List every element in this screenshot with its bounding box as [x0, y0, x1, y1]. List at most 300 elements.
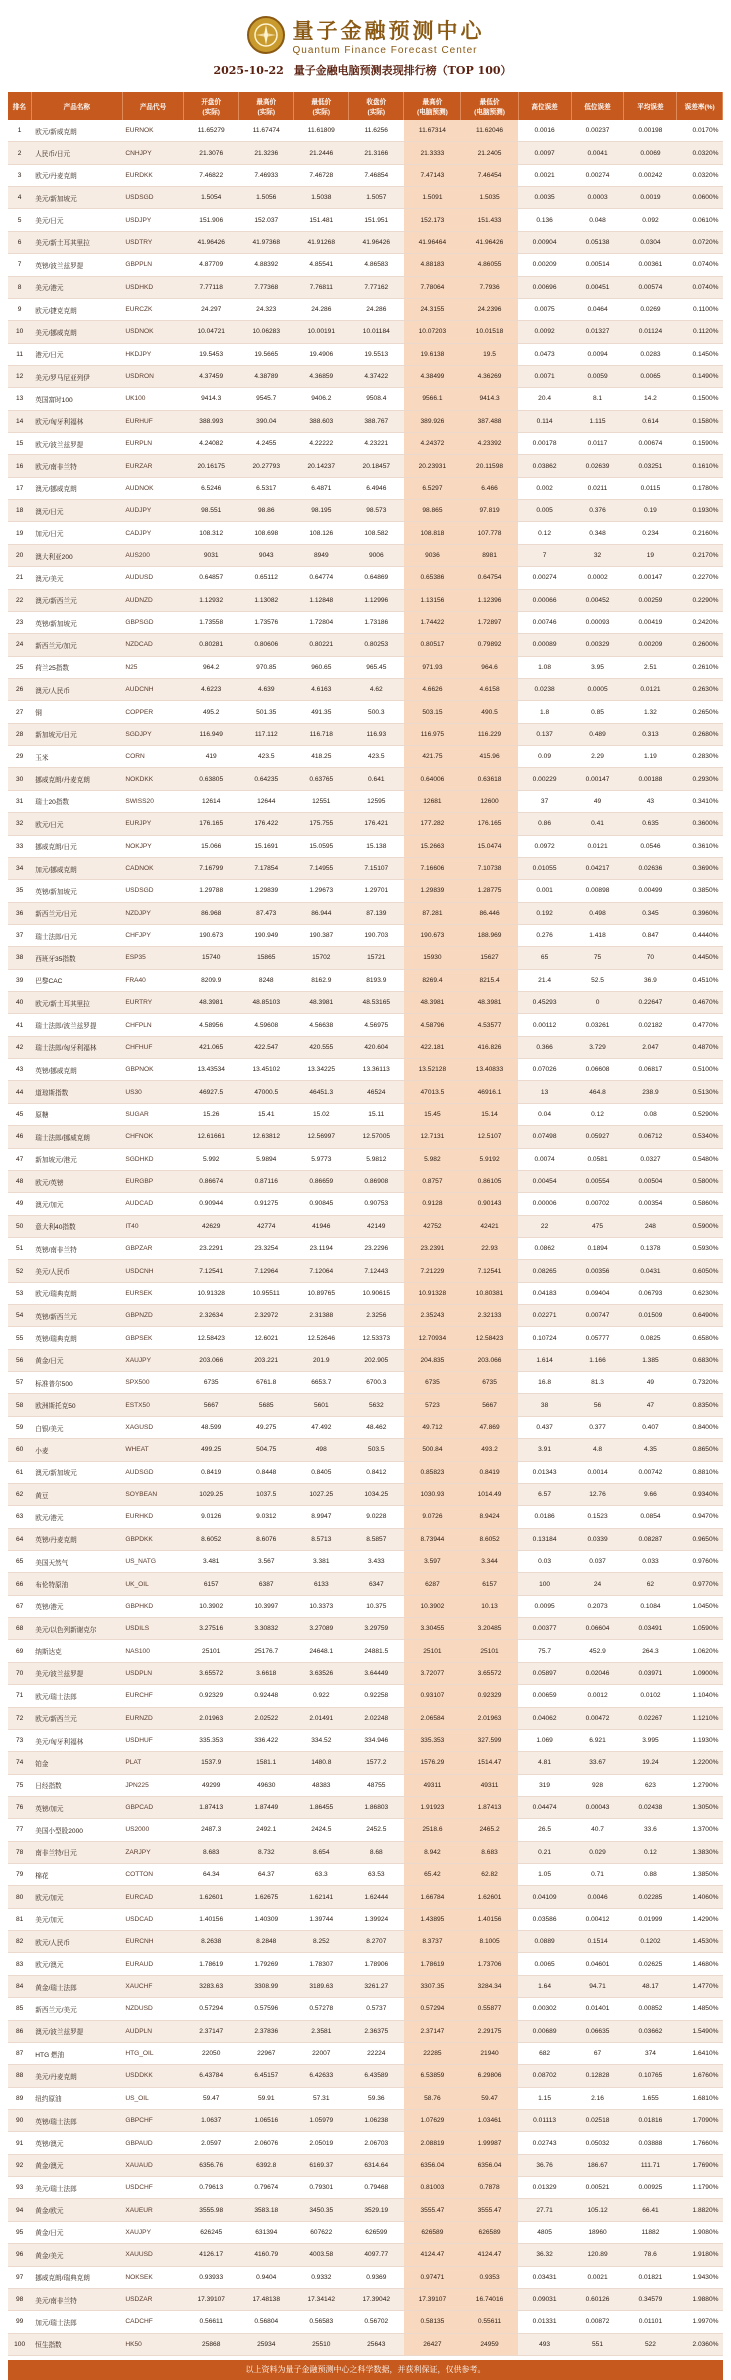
- cell-low-error: 0.0046: [571, 1886, 624, 1908]
- cell-open-actual: 15.26: [184, 1103, 239, 1125]
- cell-rank: 59: [8, 1416, 31, 1438]
- cell-product-code: US2000: [122, 1819, 183, 1841]
- cell-low-predicted: 6.29806: [461, 2065, 518, 2087]
- cell-low-error: 0.048: [571, 209, 624, 231]
- cell-rank: 16: [8, 455, 31, 477]
- cell-open-actual: 964.2: [184, 656, 239, 678]
- cell-high-predicted: 4.58796: [404, 1014, 461, 1036]
- cell-rank: 12: [8, 365, 31, 387]
- cell-product-name: 欧洲斯托克50: [31, 1394, 122, 1416]
- cell-rank: 25: [8, 656, 31, 678]
- cell-error-rate: 0.8810%: [677, 1461, 723, 1483]
- cell-avg-error: 19: [624, 544, 677, 566]
- cell-product-name: 美元/人民币: [31, 1260, 122, 1282]
- cell-close-actual: 5.9812: [349, 1148, 404, 1170]
- cell-high-actual: 6387: [239, 1573, 294, 1595]
- cell-error-rate: 0.3610%: [677, 835, 723, 857]
- cell-product-code: GBPSGD: [122, 611, 183, 633]
- cell-high-predicted: 1.74422: [404, 611, 461, 633]
- cell-high-actual: 22967: [239, 2042, 294, 2064]
- cell-avg-error: 0.0854: [624, 1506, 677, 1528]
- cell-high-actual: 2.06076: [239, 2132, 294, 2154]
- cell-error-rate: 1.1210%: [677, 1707, 723, 1729]
- cell-avg-error: 0.0283: [624, 343, 677, 365]
- cell-avg-error: 0.06712: [624, 1126, 677, 1148]
- cell-close-actual: 22224: [349, 2042, 404, 2064]
- cell-product-code: GBPHKD: [122, 1595, 183, 1617]
- cell-low-predicted: 15.14: [461, 1103, 518, 1125]
- cell-low-error: 0.029: [571, 1841, 624, 1863]
- cell-high-predicted: 7.47143: [404, 164, 461, 186]
- cell-rank: 39: [8, 969, 31, 991]
- cell-high-actual: 1.73576: [239, 611, 294, 633]
- cell-product-code: EURCHF: [122, 1685, 183, 1707]
- table-row: [8, 544, 723, 566]
- cell-low-error: 0.06604: [571, 1618, 624, 1640]
- cell-error-rate: 0.4510%: [677, 969, 723, 991]
- cell-low-actual: 5601: [294, 1394, 349, 1416]
- cell-low-predicted: 1.62601: [461, 1886, 518, 1908]
- cell-avg-error: 0.345: [624, 902, 677, 924]
- cell-low-predicted: 15627: [461, 947, 518, 969]
- cell-product-name: 玉米: [31, 746, 122, 768]
- cell-error-rate: 0.3410%: [677, 790, 723, 812]
- cell-close-actual: 8.68: [349, 1841, 404, 1863]
- cell-low-predicted: 0.90143: [461, 1193, 518, 1215]
- cell-product-code: COPPER: [122, 701, 183, 723]
- cell-avg-error: 0.033: [624, 1551, 677, 1573]
- cell-low-predicted: 21.2405: [461, 142, 518, 164]
- cell-high-predicted: 971.93: [404, 656, 461, 678]
- cell-low-actual: 15.02: [294, 1103, 349, 1125]
- table-row: [8, 254, 723, 276]
- cell-high-actual: 7.17854: [239, 857, 294, 879]
- cell-close-actual: 503.5: [349, 1439, 404, 1461]
- cell-low-predicted: 7.10738: [461, 857, 518, 879]
- cell-low-error: 0.00472: [571, 1707, 624, 1729]
- cell-close-actual: 3.29759: [349, 1618, 404, 1640]
- cell-error-rate: 0.5100%: [677, 1059, 723, 1081]
- cell-high-predicted: 0.65386: [404, 567, 461, 589]
- cell-avg-error: 0.614: [624, 410, 677, 432]
- table-row: [8, 1707, 723, 1729]
- cell-product-name: 棉花: [31, 1864, 122, 1886]
- cell-error-rate: 0.3960%: [677, 902, 723, 924]
- cell-rank: 22: [8, 589, 31, 611]
- cell-high-predicted: 13.52128: [404, 1059, 461, 1081]
- cell-low-actual: 17.34142: [294, 2288, 349, 2310]
- cell-product-code: NOKJPY: [122, 835, 183, 857]
- cell-high-predicted: 4.6626: [404, 678, 461, 700]
- cell-low-error: 4.8: [571, 1439, 624, 1461]
- cell-high-predicted: 9566.1: [404, 388, 461, 410]
- cell-product-name: 欧元/人民币: [31, 1931, 122, 1953]
- table-row: [8, 969, 723, 991]
- cell-low-actual: 201.9: [294, 1349, 349, 1371]
- cell-high-predicted: 177.282: [404, 813, 461, 835]
- table-row: [8, 992, 723, 1014]
- cell-product-code: USDILS: [122, 1618, 183, 1640]
- cell-high-error: 16.8: [518, 1372, 571, 1394]
- cell-product-code: USDZAR: [122, 2288, 183, 2310]
- cell-low-predicted: 1.5035: [461, 187, 518, 209]
- cell-low-predicted: 47.869: [461, 1416, 518, 1438]
- cell-low-actual: 1.05979: [294, 2109, 349, 2131]
- cell-product-code: USDNOK: [122, 321, 183, 343]
- cell-product-code: SWISS20: [122, 790, 183, 812]
- cell-error-rate: 1.0620%: [677, 1640, 723, 1662]
- table-row: [8, 1126, 723, 1148]
- cell-low-error: 81.3: [571, 1372, 624, 1394]
- cell-avg-error: 0.03491: [624, 1618, 677, 1640]
- cell-low-predicted: 0.7878: [461, 2177, 518, 2199]
- table-row: [8, 1305, 723, 1327]
- cell-high-error: 0.05897: [518, 1662, 571, 1684]
- cell-high-predicted: 626589: [404, 2221, 461, 2243]
- cell-product-code: CADJPY: [122, 522, 183, 544]
- table-row: [8, 1662, 723, 1684]
- cell-avg-error: 0.407: [624, 1416, 677, 1438]
- cell-error-rate: 0.0320%: [677, 164, 723, 186]
- cell-product-code: GBPCAD: [122, 1796, 183, 1818]
- cell-rank: 76: [8, 1796, 31, 1818]
- cell-high-actual: 4.59608: [239, 1014, 294, 1036]
- cell-high-predicted: 19.6138: [404, 343, 461, 365]
- cell-high-actual: 336.422: [239, 1729, 294, 1751]
- cell-close-actual: 388.767: [349, 410, 404, 432]
- cell-high-actual: 15.1691: [239, 835, 294, 857]
- cell-product-name: 英镑/港元: [31, 1595, 122, 1617]
- cell-low-actual: 22007: [294, 2042, 349, 2064]
- cell-high-predicted: 8.942: [404, 1841, 461, 1863]
- cell-low-actual: 0.922: [294, 1685, 349, 1707]
- cell-product-code: SPX500: [122, 1372, 183, 1394]
- compass-logo-icon: [247, 16, 285, 54]
- cell-error-rate: 1.9880%: [677, 2288, 723, 2310]
- cell-high-predicted: 42752: [404, 1215, 461, 1237]
- cell-open-actual: 98.551: [184, 500, 239, 522]
- cell-low-predicted: 41.96426: [461, 231, 518, 253]
- cell-product-name: 欧元/日元: [31, 813, 122, 835]
- cell-product-name: 瑞士法郎/匈牙利福林: [31, 1036, 122, 1058]
- cell-close-actual: 4.37422: [349, 365, 404, 387]
- cell-product-name: 南非兰特/日元: [31, 1841, 122, 1863]
- cell-low-predicted: 0.55877: [461, 1998, 518, 2020]
- column-header: [8, 92, 31, 120]
- cell-low-error: 0.498: [571, 902, 624, 924]
- cell-low-predicted: 21940: [461, 2042, 518, 2064]
- cell-rank: 31: [8, 790, 31, 812]
- column-header: [571, 92, 624, 120]
- cell-avg-error: 0.00354: [624, 1193, 677, 1215]
- cell-product-name: 美元/丹麦克朗: [31, 2065, 122, 2087]
- cell-avg-error: 0.06793: [624, 1282, 677, 1304]
- cell-close-actual: 6.4946: [349, 477, 404, 499]
- cell-product-code: WHEAT: [122, 1439, 183, 1461]
- cell-avg-error: 0.0431: [624, 1260, 677, 1282]
- cell-open-actual: 22050: [184, 2042, 239, 2064]
- cell-open-actual: 6.43784: [184, 2065, 239, 2087]
- cell-close-actual: 6700.3: [349, 1372, 404, 1394]
- cell-high-actual: 10.3997: [239, 1595, 294, 1617]
- cell-close-actual: 21.3166: [349, 142, 404, 164]
- cell-low-actual: 3.381: [294, 1551, 349, 1573]
- table-row: [8, 813, 723, 835]
- cell-close-actual: 0.90753: [349, 1193, 404, 1215]
- cell-avg-error: 0.01816: [624, 2109, 677, 2131]
- cell-open-actual: 20.16175: [184, 455, 239, 477]
- cell-avg-error: 1.32: [624, 701, 677, 723]
- cell-high-actual: 20.27793: [239, 455, 294, 477]
- cell-close-actual: 17.39042: [349, 2288, 404, 2310]
- cell-high-error: 20.4: [518, 388, 571, 410]
- cell-low-error: 0.0005: [571, 678, 624, 700]
- table-row: [8, 1036, 723, 1058]
- cell-low-actual: 388.603: [294, 410, 349, 432]
- cell-product-name: 人民币/日元: [31, 142, 122, 164]
- cell-high-predicted: 58.76: [404, 2087, 461, 2109]
- cell-product-code: AUDNOK: [122, 477, 183, 499]
- cell-open-actual: 0.64857: [184, 567, 239, 589]
- cell-high-predicted: 3307.35: [404, 1975, 461, 1997]
- cell-low-error: 0.00452: [571, 589, 624, 611]
- cell-avg-error: 0.12: [624, 1841, 677, 1863]
- cell-avg-error: 0.00188: [624, 768, 677, 790]
- cell-low-predicted: 203.066: [461, 1349, 518, 1371]
- cell-low-predicted: 176.165: [461, 813, 518, 835]
- cell-open-actual: 499.25: [184, 1439, 239, 1461]
- cell-low-error: 0.0464: [571, 298, 624, 320]
- cell-high-error: 0.137: [518, 723, 571, 745]
- cell-close-actual: 1.29701: [349, 880, 404, 902]
- cell-product-name: 道琼斯指数: [31, 1081, 122, 1103]
- table-row: [8, 2199, 723, 2221]
- cell-error-rate: 0.5800%: [677, 1170, 723, 1192]
- cell-low-predicted: 3555.47: [461, 2199, 518, 2221]
- cell-open-actual: 23.2291: [184, 1237, 239, 1259]
- cell-high-predicted: 6287: [404, 1573, 461, 1595]
- cell-low-predicted: 5667: [461, 1394, 518, 1416]
- cell-low-error: 464.8: [571, 1081, 624, 1103]
- cell-error-rate: 1.4060%: [677, 1886, 723, 1908]
- cell-close-actual: 48.462: [349, 1416, 404, 1438]
- table-row: [8, 2266, 723, 2288]
- cell-low-error: 120.89: [571, 2244, 624, 2266]
- cell-high-error: 0.13184: [518, 1528, 571, 1550]
- cell-product-code: USDHUF: [122, 1729, 183, 1751]
- cell-product-name: 英镑/挪威克朗: [31, 1059, 122, 1081]
- cell-avg-error: 47: [624, 1394, 677, 1416]
- cell-product-name: 英国富时100: [31, 388, 122, 410]
- cell-rank: 64: [8, 1528, 31, 1550]
- cell-avg-error: 19.24: [624, 1752, 677, 1774]
- cell-error-rate: 0.5130%: [677, 1081, 723, 1103]
- cell-close-actual: 7.15107: [349, 857, 404, 879]
- cell-low-predicted: 7.46454: [461, 164, 518, 186]
- cell-low-predicted: 0.63618: [461, 768, 518, 790]
- cell-open-actual: 12614: [184, 790, 239, 812]
- cell-high-actual: 42774: [239, 1215, 294, 1237]
- disclaimer-text: 以上资料为量子金融预测中心之科学数据，并获利保证，仅供参考。: [245, 2365, 486, 2375]
- cell-low-predicted: 327.599: [461, 1729, 518, 1751]
- cell-avg-error: 0.01509: [624, 1305, 677, 1327]
- cell-low-actual: 9406.2: [294, 388, 349, 410]
- cell-low-predicted: 0.86105: [461, 1170, 518, 1192]
- cell-product-name: 新西兰元/加元: [31, 634, 122, 656]
- cell-low-error: 0.00412: [571, 1908, 624, 1930]
- cell-high-error: 0.0035: [518, 187, 571, 209]
- table-row: [8, 2087, 723, 2109]
- cell-open-actual: 10.04721: [184, 321, 239, 343]
- table-row: [8, 1394, 723, 1416]
- cell-low-actual: 0.8405: [294, 1461, 349, 1483]
- cell-open-actual: 6735: [184, 1372, 239, 1394]
- cell-error-rate: 2.0360%: [677, 2333, 723, 2355]
- cell-product-code: COTTON: [122, 1864, 183, 1886]
- cell-avg-error: 0.0269: [624, 298, 677, 320]
- cell-rank: 27: [8, 701, 31, 723]
- cell-rank: 69: [8, 1640, 31, 1662]
- column-header-sublabel: (电脑预测): [474, 109, 505, 116]
- cell-high-error: 0.01331: [518, 2311, 571, 2333]
- cell-high-error: 0.01343: [518, 1461, 571, 1483]
- cell-low-predicted: 1.03461: [461, 2109, 518, 2131]
- cell-open-actual: 12.61661: [184, 1126, 239, 1148]
- cell-high-actual: 970.85: [239, 656, 294, 678]
- cell-low-predicted: 0.8419: [461, 1461, 518, 1483]
- cell-high-predicted: 8.3737: [404, 1931, 461, 1953]
- cell-error-rate: 1.3050%: [677, 1796, 723, 1818]
- cell-rank: 91: [8, 2132, 31, 2154]
- table-row: [8, 365, 723, 387]
- cell-close-actual: 46524: [349, 1081, 404, 1103]
- cell-error-rate: 0.2830%: [677, 746, 723, 768]
- cell-avg-error: 0.0019: [624, 187, 677, 209]
- cell-low-predicted: 1.87413: [461, 1796, 518, 1818]
- cell-high-error: 0.0016: [518, 120, 571, 142]
- cell-high-actual: 422.547: [239, 1036, 294, 1058]
- cell-open-actual: 24.297: [184, 298, 239, 320]
- cell-low-predicted: 5.9192: [461, 1148, 518, 1170]
- cell-high-error: 0.00302: [518, 1998, 571, 2020]
- cell-high-error: 0.0186: [518, 1506, 571, 1528]
- cell-avg-error: 0.01821: [624, 2266, 677, 2288]
- table-row: [8, 611, 723, 633]
- cell-low-actual: 41.91268: [294, 231, 349, 253]
- cell-product-name: 挪威克朗/瑞典克朗: [31, 2266, 122, 2288]
- cell-product-code: GBPNZD: [122, 1305, 183, 1327]
- cell-open-actual: 7.46822: [184, 164, 239, 186]
- cell-product-name: 澳元/新西兰元: [31, 589, 122, 611]
- cell-product-name: 欧元/新西兰元: [31, 1707, 122, 1729]
- cell-high-predicted: 3555.47: [404, 2199, 461, 2221]
- cell-product-name: 巴黎CAC: [31, 969, 122, 991]
- cell-low-actual: 2.31388: [294, 1305, 349, 1327]
- cell-low-error: 0.05777: [571, 1327, 624, 1349]
- cell-high-actual: 7.46933: [239, 164, 294, 186]
- cell-close-actual: 15721: [349, 947, 404, 969]
- cell-high-predicted: 6.53859: [404, 2065, 461, 2087]
- table-row: [8, 1640, 723, 1662]
- cell-low-error: 0.00521: [571, 2177, 624, 2199]
- cell-product-name: 欧元/匈牙利福林: [31, 410, 122, 432]
- cell-high-actual: 3.567: [239, 1551, 294, 1573]
- cell-product-code: IT40: [122, 1215, 183, 1237]
- column-header: [122, 92, 183, 120]
- cell-product-code: EURJPY: [122, 813, 183, 835]
- cell-high-error: 0.114: [518, 410, 571, 432]
- cell-rank: 34: [8, 857, 31, 879]
- cell-high-predicted: 15.2663: [404, 835, 461, 857]
- cell-high-error: 0.0238: [518, 678, 571, 700]
- cell-high-predicted: 12.70934: [404, 1327, 461, 1349]
- cell-low-actual: 0.63765: [294, 768, 349, 790]
- table-row: [8, 187, 723, 209]
- cell-high-predicted: 11.67314: [404, 120, 461, 142]
- cell-low-actual: 2.05019: [294, 2132, 349, 2154]
- cell-low-predicted: 22.93: [461, 1237, 518, 1259]
- cell-low-error: 94.71: [571, 1975, 624, 1997]
- cell-product-code: N25: [122, 656, 183, 678]
- cell-high-actual: 2492.1: [239, 1819, 294, 1841]
- cell-error-rate: 0.1490%: [677, 365, 723, 387]
- cell-open-actual: 190.673: [184, 924, 239, 946]
- cell-close-actual: 23.2296: [349, 1237, 404, 1259]
- table-row: [8, 2311, 723, 2333]
- cell-low-actual: 4.85541: [294, 254, 349, 276]
- cell-low-actual: 8.5713: [294, 1528, 349, 1550]
- table-row: [8, 1841, 723, 1863]
- table-row: [8, 209, 723, 231]
- cell-high-error: 26.5: [518, 1819, 571, 1841]
- cell-open-actual: 7.12541: [184, 1260, 239, 1282]
- cell-low-error: 0.00093: [571, 611, 624, 633]
- cell-product-name: 黄金/日元: [31, 2221, 122, 2243]
- cell-rank: 56: [8, 1349, 31, 1371]
- cell-error-rate: 0.1590%: [677, 433, 723, 455]
- cell-product-code: EURDKK: [122, 164, 183, 186]
- cell-product-code: EURGBP: [122, 1170, 183, 1192]
- cell-product-name: 美元/新土耳其里拉: [31, 231, 122, 253]
- cell-product-name: 瑞士20指数: [31, 790, 122, 812]
- cell-rank: 73: [8, 1729, 31, 1751]
- cell-rank: 4: [8, 187, 31, 209]
- cell-avg-error: 0.00499: [624, 880, 677, 902]
- cell-open-actual: 6.5246: [184, 477, 239, 499]
- cell-error-rate: 0.2270%: [677, 567, 723, 589]
- cell-product-code: USDCNH: [122, 1260, 183, 1282]
- cell-avg-error: 0.0069: [624, 142, 677, 164]
- cell-high-actual: 98.86: [239, 500, 294, 522]
- cell-rank: 5: [8, 209, 31, 231]
- cell-error-rate: 0.5340%: [677, 1126, 723, 1148]
- cell-product-code: XAUCHF: [122, 1975, 183, 1997]
- cell-high-actual: 1.40309: [239, 1908, 294, 1930]
- cell-product-code: NOKSEK: [122, 2266, 183, 2288]
- cell-product-name: 欧元/澳元: [31, 1953, 122, 1975]
- cell-close-actual: 3261.27: [349, 1975, 404, 1997]
- cell-high-error: 1.08: [518, 656, 571, 678]
- cell-open-actual: 203.066: [184, 1349, 239, 1371]
- table-row: [8, 924, 723, 946]
- cell-open-actual: 49299: [184, 1774, 239, 1796]
- cell-low-predicted: 0.55611: [461, 2311, 518, 2333]
- cell-error-rate: 0.8400%: [677, 1416, 723, 1438]
- table-row: [8, 2020, 723, 2042]
- cell-error-rate: 1.7660%: [677, 2132, 723, 2154]
- cell-low-predicted: 4.53577: [461, 1014, 518, 1036]
- cell-low-actual: 3.27089: [294, 1618, 349, 1640]
